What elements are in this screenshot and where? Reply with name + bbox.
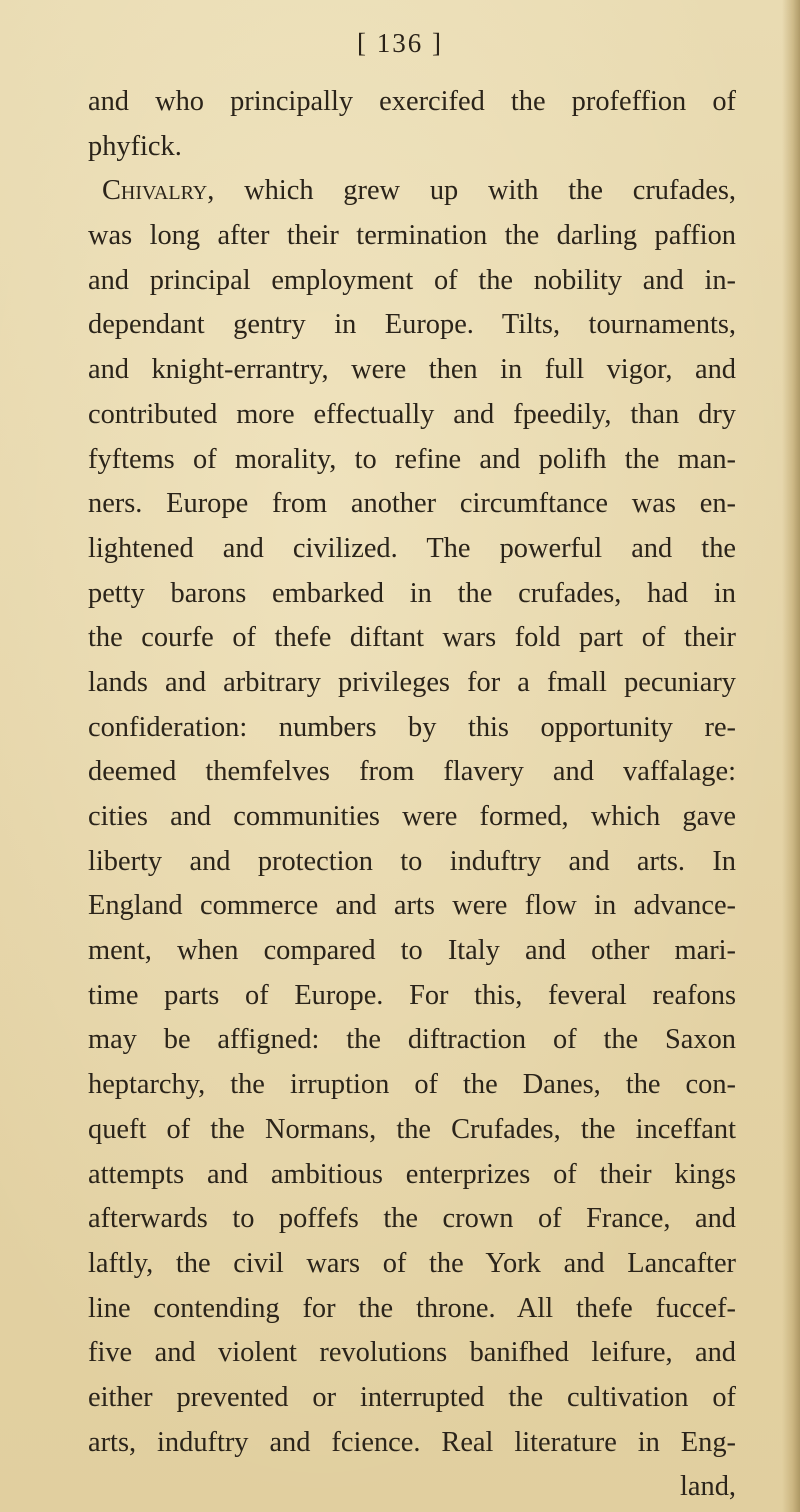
text-line: liberty and protection to induftry and arts. In xyxy=(88,845,736,877)
text-line: time parts of Europe. For this, feveral reafons xyxy=(88,979,736,1011)
catchword: land, xyxy=(680,1471,736,1503)
text-line: cities and communities were formed, which gave xyxy=(88,801,736,832)
text-line: lightened and civilized. The powerful and the xyxy=(88,532,736,564)
text-line: the courfe of thefe diftant wars fold part of their xyxy=(88,622,736,654)
text-line: lands and arbitrary privileges for a fmall pecuniary xyxy=(88,666,736,698)
text-line: deemed themfelves from flavery and vaffalage: xyxy=(88,756,736,788)
text-line: confideration: numbers by this opportunity re- xyxy=(88,711,736,743)
text-line: and principal employment of the nobility and in- xyxy=(88,264,736,296)
text-line: arts, induftry and fcience. Real literature in Eng- xyxy=(88,1426,736,1458)
text-line: heptarchy, the irruption of the Danes, the con- xyxy=(88,1069,736,1101)
text-line: may be affigned: the diftraction of the Saxon xyxy=(88,1024,736,1056)
text-line: either prevented or interrupted the cultivation of xyxy=(88,1381,736,1413)
text-line: England commerce and arts were flow in advance- xyxy=(88,890,736,922)
text-line: petty barons embarked in the crufades, had in xyxy=(88,577,736,609)
text-line: afterwards to poffefs the crown of France, and xyxy=(88,1203,736,1235)
text-line: queft of the Normans, the Crufades, the inceffant xyxy=(88,1113,736,1145)
page-edge-shadow xyxy=(782,0,800,1512)
text-line: ment, when compared to Italy and other mari- xyxy=(88,935,736,967)
text-line: laftly, the civil wars of the York and Lancafter xyxy=(88,1247,736,1279)
text-line: dependant gentry in Europe. Tilts, tournaments, xyxy=(88,309,736,341)
text-line: contributed more effectually and fpeedily, than dry xyxy=(88,398,736,430)
text-line: was long after their termination the darling paffion xyxy=(88,220,736,252)
text-line: phyfick. xyxy=(88,130,182,162)
text-line: and who principally exercifed the profeffion of xyxy=(88,86,736,117)
body-text xyxy=(88,80,736,1510)
section-keyword: Chivalry xyxy=(102,175,208,207)
text-line: line contending for the throne. All thefe fuccef- xyxy=(88,1292,736,1324)
text-line: fyftems of morality, to refine and polifh the man- xyxy=(88,443,736,475)
page-number: [ 136 ] xyxy=(357,28,443,58)
text-line: attempts and ambitious enterprizes of their kings xyxy=(88,1158,736,1190)
text-line: and knight-errantry, were then in full vigor, and xyxy=(88,354,736,386)
paragraph-start-line xyxy=(88,169,736,214)
text-line: ners. Europe from another circumftance was en- xyxy=(88,488,736,520)
text-line: five and violent revolutions banifhed leifure, and xyxy=(88,1337,736,1369)
text-fragment: , which grew up with the crufades, xyxy=(207,175,736,207)
